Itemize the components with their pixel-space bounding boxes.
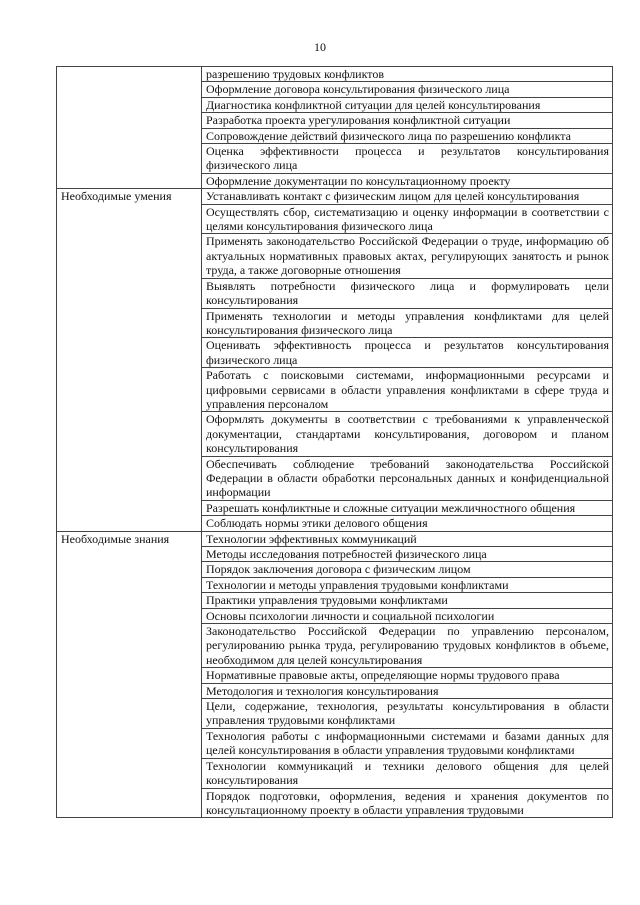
section-item: Обеспечивать соблюдение требований законодательства Российской Федерации в области обработки персональных данных и конфиденциальной информации: [202, 456, 613, 500]
section-item: Методы исследования потребностей физического лица: [202, 547, 613, 562]
section-item: Оформление договора консультирования физического лица: [202, 82, 613, 97]
section-item: Устанавливать контакт с физическим лицом для целей консультирования: [202, 189, 613, 204]
section-item: Методология и технология консультирования: [202, 683, 613, 698]
section-item: Нормативные правовые акты, определяющие нормы трудового права: [202, 668, 613, 683]
section-item: Порядок подготовки, оформления, ведения и хранения документов по консультационному проекту в области управления трудовыми: [202, 788, 613, 818]
section-item: Диагностика конфликтной ситуации для целей консультирования: [202, 97, 613, 112]
section-item: Законодательство Российской Федерации по управлению персоналом, регулированию рынка труда, регулированию трудовых конфликтов в объеме, необходимом для целей консультирования: [202, 624, 613, 668]
section-title: Необходимые умения: [57, 189, 202, 531]
section-item: Работать с поисковыми системами, информационными ресурсами и цифровыми сервисами в области управления конфликтами в сфере труда и управления персоналом: [202, 368, 613, 412]
section-item: Применять законодательство Российской Федерации о труде, информацию об актуальных нормативных правовых актах, регулирующих занятость и рынок труда, а также договорные отношения: [202, 234, 613, 278]
section-item: Оформление документации по консультационному проекту: [202, 173, 613, 188]
section-item: Оформлять документы в соответствии с требованиями к управленческой документации, стандартами консультирования, договором и планом консультирования: [202, 412, 613, 456]
requirements-table: [56, 66, 613, 818]
section-item: Технологии и методы управления трудовыми конфликтами: [202, 577, 613, 592]
requirements-table-body: [57, 67, 613, 818]
page-number: 10: [314, 40, 326, 54]
section-item: Разрешать конфликтные и сложные ситуации межличностного общения: [202, 500, 613, 515]
section-item: Применять технологии и методы управления конфликтами для целей консультирования физического лица: [202, 308, 613, 338]
section-item: Основы психологии личности и социальной психологии: [202, 608, 613, 623]
section-item: Оценка эффективности процесса и результатов консультирования физического лица: [202, 144, 613, 174]
table-row: [57, 531, 613, 546]
section-item: разрешению трудовых конфликтов: [202, 67, 613, 82]
section-item: Технологии коммуникаций и техники делового общения для целей консультирования: [202, 758, 613, 788]
section-item: Цели, содержание, технология, результаты консультирования в области управления трудовыми конфликтами: [202, 699, 613, 729]
section-title: Необходимые знания: [57, 531, 202, 818]
table-row: [57, 189, 613, 204]
section-item: Выявлять потребности физического лица и формулировать цели консультирования: [202, 278, 613, 308]
section-title: [57, 67, 202, 189]
section-item: Соблюдать нормы этики делового общения: [202, 516, 613, 531]
section-item: Оценивать эффективность процесса и результатов консультирования физического лица: [202, 338, 613, 368]
section-item: Разработка проекта урегулирования конфликтной ситуации: [202, 113, 613, 128]
section-item: Практики управления трудовыми конфликтами: [202, 593, 613, 608]
section-item: Осуществлять сбор, систематизацию и оценку информации в соответствии с целями консультирования физического лица: [202, 204, 613, 234]
section-item: Порядок заключения договора с физическим лицом: [202, 562, 613, 577]
section-item: Технологии эффективных коммуникаций: [202, 531, 613, 546]
section-item: Сопровождение действий физического лица по разрешению конфликта: [202, 128, 613, 143]
section-item: Технология работы с информационными системами и базами данных для целей консультирования в области управления трудовыми конфликтами: [202, 728, 613, 758]
table-row: [57, 67, 613, 82]
